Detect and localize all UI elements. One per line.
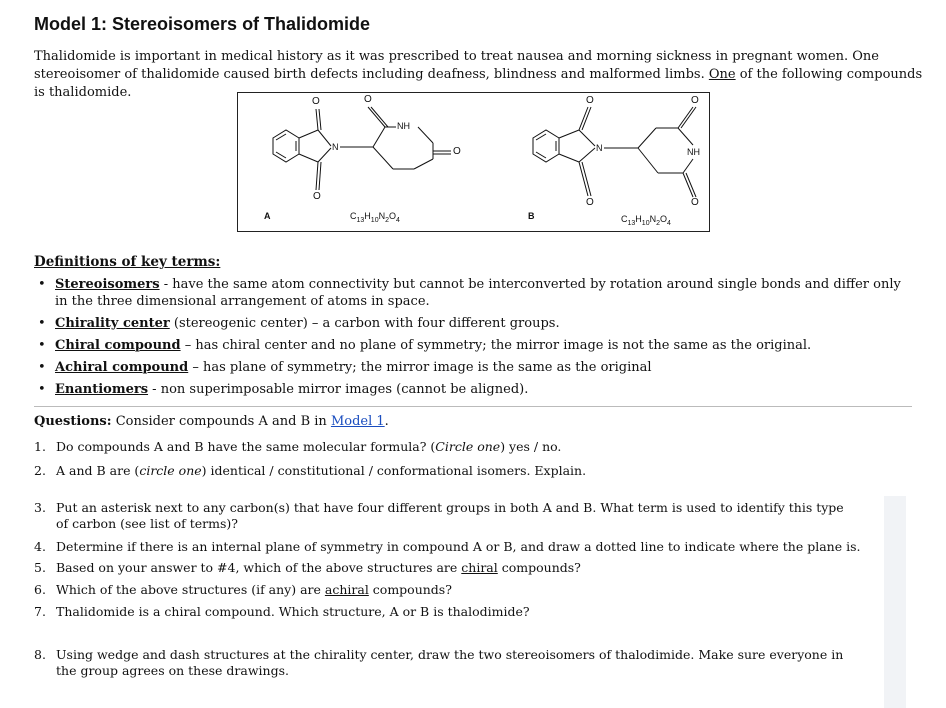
question-item: 7. Thalidomide is a chiral compound. Which structure, A or B is thalodimide? bbox=[34, 604, 530, 619]
definition-term: Enantiomers bbox=[55, 382, 149, 397]
compound-b-label: B bbox=[528, 211, 535, 221]
compound-a-formula: $C_{13}H_{10}N_2O_4$ bbox=[350, 211, 400, 224]
nitrogen-label-a: N bbox=[332, 142, 339, 152]
definitions-list bbox=[34, 276, 914, 403]
carbonyl-oxygen-label: O bbox=[312, 96, 320, 107]
thalidomide-structures-figure bbox=[237, 92, 710, 232]
model-1-link[interactable]: Model 1 bbox=[330, 414, 385, 429]
benzene-ring-a bbox=[273, 130, 299, 162]
question-item: 8. Using wedge and dash structures at the chirality center, draw the two stereoisomers of thalodimide. Make sure everyone in the group agrees on these drawings. bbox=[34, 647, 844, 678]
nh-label-b: NH bbox=[687, 147, 700, 157]
question-item: 2. A and B are (circle one) identical / constitutional / conformational isomers. Explain. bbox=[34, 463, 587, 478]
carbonyl-oxygen-label: O bbox=[453, 146, 461, 157]
question-item: 5. Based on your answer to #4, which of the above structures are chiral compounds? bbox=[34, 560, 581, 575]
definition-item: • Achiral compound – has plane of symmetry; the mirror image is the same as the original bbox=[38, 360, 652, 375]
carbonyl-oxygen-label: O bbox=[691, 197, 699, 208]
compound-a-label: A bbox=[264, 211, 271, 221]
question-item: 6. Which of the above structures (if any) are achiral compounds? bbox=[34, 582, 452, 597]
definition-item: • Chiral compound – has chiral center and no plane of symmetry; the mirror image is not the same as the original. bbox=[38, 338, 812, 353]
question-item: 3. Put an asterisk next to any carbon(s) that have four different groups in both A and B. What term is used to identify this type of carbon (see list of terms)? bbox=[34, 500, 844, 531]
definitions-heading: Definitions of key terms: bbox=[34, 254, 221, 270]
nitrogen-label-b: N bbox=[596, 143, 603, 153]
benzene-ring-b bbox=[533, 130, 559, 162]
definition-item: • Enantiomers - non superimposable mirror images (cannot be aligned). bbox=[38, 382, 529, 397]
structure-drawing bbox=[238, 93, 711, 233]
definition-item: • Stereoisomers - have the same atom connectivity but cannot be interconverted by rotation around single bonds and differ only in the three dimensional arrangement of atoms in space. bbox=[38, 277, 901, 309]
carbonyl-oxygen-label: O bbox=[313, 191, 321, 202]
side-panel-strip bbox=[884, 496, 906, 708]
definition-term: Chirality center bbox=[55, 316, 170, 331]
intro-text: Thalidomide is important in medical history as it was prescribed to treat nausea and morning sickness in pregnant women. One stereoisomer of thalidomide caused birth defects including deafness, blindness and malformed limbs. bbox=[34, 49, 879, 82]
section-divider bbox=[34, 406, 912, 407]
page-title: Model 1: Stereoisomers of Thalidomide bbox=[34, 14, 371, 34]
nh-label-a: NH bbox=[397, 121, 410, 131]
definition-item: • Chirality center (stereogenic center) – a carbon with four different groups. bbox=[38, 316, 560, 331]
question-item: 4. Determine if there is an internal plane of symmetry in compound A or B, and draw a dotted line to indicate where the plane is. bbox=[34, 539, 861, 554]
definition-term: Achiral compound bbox=[55, 360, 189, 375]
intro-text-end: of the following compounds is thalidomide. bbox=[34, 67, 923, 100]
carbonyl-oxygen-label: O bbox=[364, 94, 372, 105]
carbonyl-oxygen-label: O bbox=[586, 197, 594, 208]
carbonyl-oxygen-label: O bbox=[586, 95, 594, 106]
compound-b-formula: $C_{13}H_{10}N_2O_4$ bbox=[621, 214, 671, 227]
definition-term: Chiral compound bbox=[55, 338, 181, 353]
questions-heading: Questions: Consider compounds A and B in Model 1. bbox=[34, 414, 389, 429]
carbonyl-oxygen-label: O bbox=[691, 95, 699, 106]
question-item: 1. Do compounds A and B have the same molecular formula? (Circle one) yes / no. bbox=[34, 439, 562, 454]
intro-underlined-word: One bbox=[708, 67, 736, 82]
definition-term: Stereoisomers bbox=[55, 277, 160, 292]
